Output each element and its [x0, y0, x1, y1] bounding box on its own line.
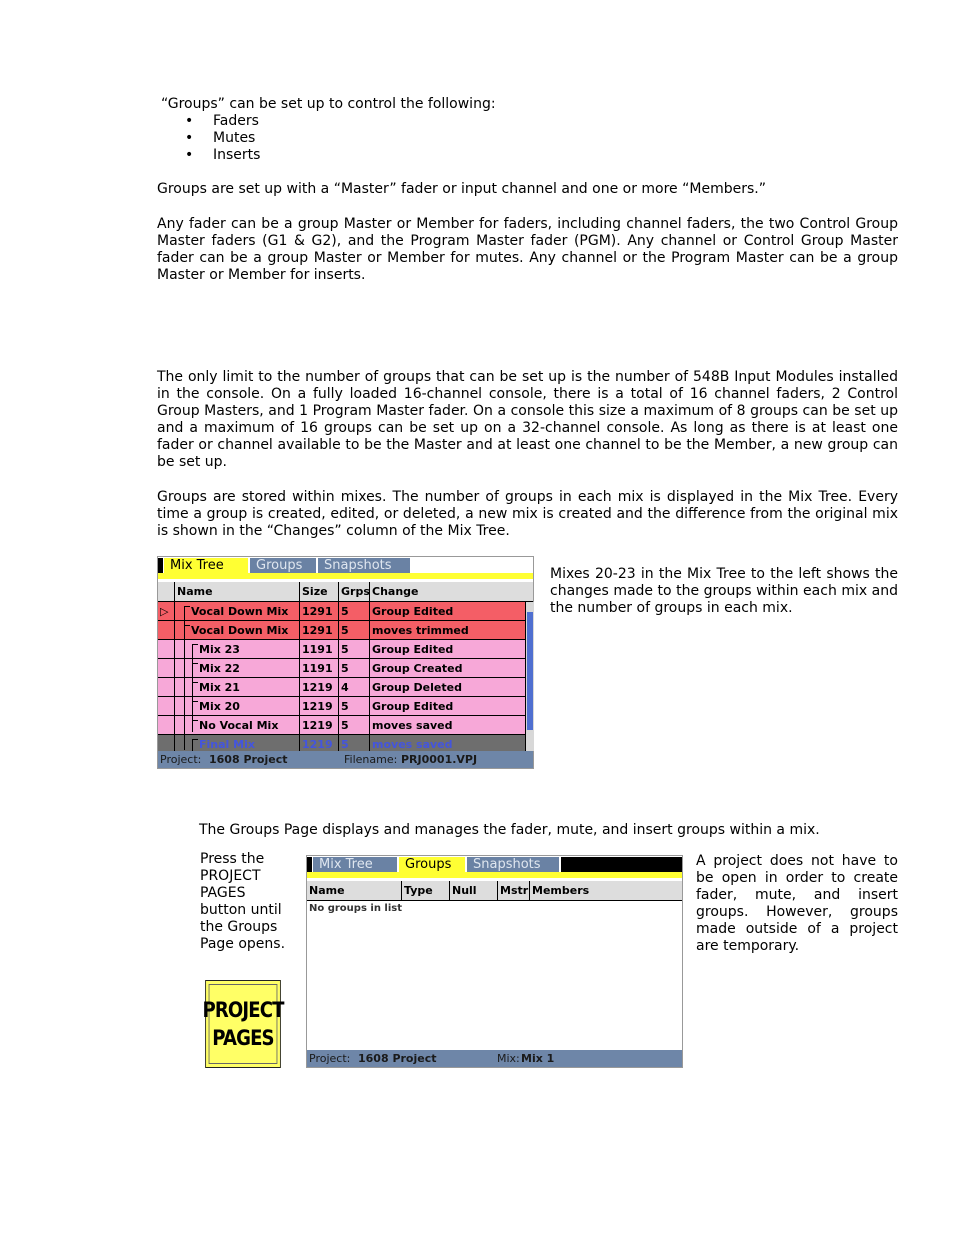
row-grps: 5: [338, 621, 369, 639]
table-row[interactable]: [158, 678, 525, 697]
column-header-change[interactable]: Change: [369, 582, 533, 601]
tab-groups[interactable]: Groups: [399, 857, 465, 872]
tab-bar-marker: [158, 558, 163, 573]
table-row[interactable]: [158, 602, 525, 621]
groups-list[interactable]: [307, 901, 682, 1050]
paragraph-project-note: A project does not have to be open in order to create fader, mute, and insert groups. However, groups made outside of a project are temporary.: [696, 853, 898, 954]
table-row[interactable]: [158, 697, 525, 716]
status-project-value: 1608 Project: [358, 1052, 437, 1065]
row-change: moves trimmed: [369, 621, 525, 639]
tab-mix-tree[interactable]: Mix Tree: [313, 857, 397, 872]
row-name: No Vocal Mix: [174, 716, 299, 734]
row-size: 1219: [299, 735, 338, 753]
groups-screen: [306, 855, 683, 1068]
paragraph-mixes-note: Mixes 20-23 in the Mix Tree to the left shows the changes made to the groups within each mix and the number of groups in each mix.: [550, 566, 898, 616]
row-change: Group Deleted: [369, 678, 525, 696]
row-change: moves saved: [369, 735, 533, 753]
status-filename-value: PRJ0001.VPJ: [401, 753, 478, 766]
paragraph-limit: The only limit to the number of groups that can be set up is the number of 548B Input Modules installed in the console. On a fully loaded 16-channel console, there is a total of 16 channel faders, 2 Control Group Masters, and 1 Program Master fader. On a console this size a maximum of 8 groups can be set up and a maximum of 16 groups can be set up on a 32-channel console. As long as there is at least one fader or channel available to be the Master and at least one channel to be the Member, a new group can be set up.: [157, 369, 898, 470]
tab-snapshots[interactable]: Snapshots: [467, 857, 559, 872]
tab-groups[interactable]: Groups: [250, 558, 316, 573]
row-change: moves saved: [369, 716, 525, 734]
table-header: [307, 881, 682, 901]
status-mix-value: Mix 1: [521, 1052, 555, 1065]
status-project-label: Project:: [309, 1052, 351, 1065]
column-header-grps[interactable]: Grps: [338, 582, 369, 601]
project-pages-button[interactable]: [202, 980, 284, 1068]
row-size: 1291: [299, 602, 338, 620]
row-size: 1291: [299, 621, 338, 639]
status-project-value: 1608 Project: [209, 753, 288, 766]
row-name: Mix 23: [174, 640, 299, 658]
row-marker: [158, 678, 174, 696]
mix-tree-screen: [157, 556, 534, 769]
status-bar: [307, 1050, 682, 1067]
paragraph-stored: Groups are stored within mixes. The number of groups in each mix is displayed in the Mix Tree. Every time a group is created, edited, or deleted, a new mix is created and the difference from the original mix is shown in the “Changes” column of the Mix Tree.: [157, 489, 898, 539]
status-project-label: Project:: [160, 753, 202, 766]
row-marker: [158, 716, 174, 734]
row-change: Group Edited: [369, 602, 525, 620]
tree-branch-line: [192, 739, 198, 751]
table-row[interactable]: [158, 640, 525, 659]
tab-bar: [158, 557, 533, 573]
row-size: 1219: [299, 716, 338, 734]
column-header-members[interactable]: Members: [529, 881, 682, 900]
control-list: [157, 113, 260, 164]
list-item: • Mutes: [157, 130, 260, 147]
row-size: 1191: [299, 640, 338, 658]
row-grps: 4: [338, 678, 369, 696]
row-grps: 5: [338, 602, 369, 620]
table-row[interactable]: [158, 716, 525, 735]
tab-bar-marker: [307, 857, 312, 872]
row-marker: [158, 640, 174, 658]
row-marker: [158, 697, 174, 715]
row-change: Group Edited: [369, 640, 525, 658]
tab-snapshots[interactable]: Snapshots: [318, 558, 410, 573]
row-size: 1191: [299, 659, 338, 677]
table-row[interactable]: [158, 621, 525, 640]
row-name: Vocal Down Mix: [174, 621, 299, 639]
status-filename-label: Filename:: [344, 753, 398, 766]
status-bar: [158, 751, 533, 768]
row-size: 1219: [299, 678, 338, 696]
list-item: • Inserts: [157, 147, 260, 164]
paragraph-press-button: Press the PROJECT PAGES button until the Groups Page opens.: [200, 851, 286, 952]
status-mix-label: Mix:: [497, 1052, 520, 1065]
row-change: Group Created: [369, 659, 525, 677]
tab-underline: [158, 573, 533, 579]
column-header-mstr[interactable]: Mstr: [497, 881, 529, 900]
paragraph-master-members: Groups are set up with a “Master” fader or input channel and one or more “Members.”: [157, 181, 766, 197]
scrollbar-track[interactable]: [525, 602, 534, 751]
table-header: [158, 582, 533, 602]
row-name: Mix 20: [174, 697, 299, 715]
tab-underline: [307, 872, 682, 878]
column-header-name[interactable]: Name: [174, 582, 299, 601]
intro-lead: “Groups” can be set up to control the following:: [161, 96, 496, 112]
row-grps: 5: [338, 716, 369, 734]
empty-list-message: No groups in list: [309, 903, 403, 914]
list-item: • Faders: [157, 113, 260, 130]
row-name: Final Mix: [174, 735, 299, 753]
column-header-name[interactable]: Name: [309, 884, 345, 897]
row-marker: [158, 621, 174, 639]
row-grps: 5: [338, 659, 369, 677]
tab-bar-fill: [561, 857, 682, 872]
project-pages-line1: PROJECT: [202, 998, 284, 1022]
row-change: Group Edited: [369, 697, 525, 715]
tree-trunk-line: [184, 610, 185, 750]
row-grps: 5: [338, 697, 369, 715]
row-marker: ▷: [160, 605, 169, 618]
project-pages-line2: PAGES: [212, 1026, 274, 1050]
row-name: Mix 22: [174, 659, 299, 677]
paragraph-any-fader: Any fader can be a group Master or Member for faders, including channel faders, the two Control Group Master faders (G1 & G2), and the Program Master fader (PGM). Any channel or Control Group Master fader can be a group Master or Member for mutes. Any channel or the Program Master can be a group Master or Member for inserts.: [157, 216, 898, 283]
paragraph-groups-page: The Groups Page displays and manages the fader, mute, and insert groups within a mix.: [199, 822, 820, 838]
row-size: 1219: [299, 697, 338, 715]
tree-trunk-line: [192, 648, 193, 731]
column-header-size[interactable]: Size: [299, 582, 338, 601]
tab-bar: [307, 856, 682, 872]
column-header-type[interactable]: Type: [401, 881, 449, 900]
tab-mix-tree[interactable]: Mix Tree: [164, 558, 248, 573]
scrollbar-thumb[interactable]: [527, 612, 533, 730]
row-marker: [158, 659, 174, 677]
row-name: Vocal Down Mix: [174, 602, 299, 620]
column-header-null[interactable]: Null: [449, 881, 497, 900]
row-grps: 5: [338, 640, 369, 658]
row-grps: 5: [338, 735, 369, 753]
row-name: Mix 21: [174, 678, 299, 696]
table-row[interactable]: [158, 659, 525, 678]
